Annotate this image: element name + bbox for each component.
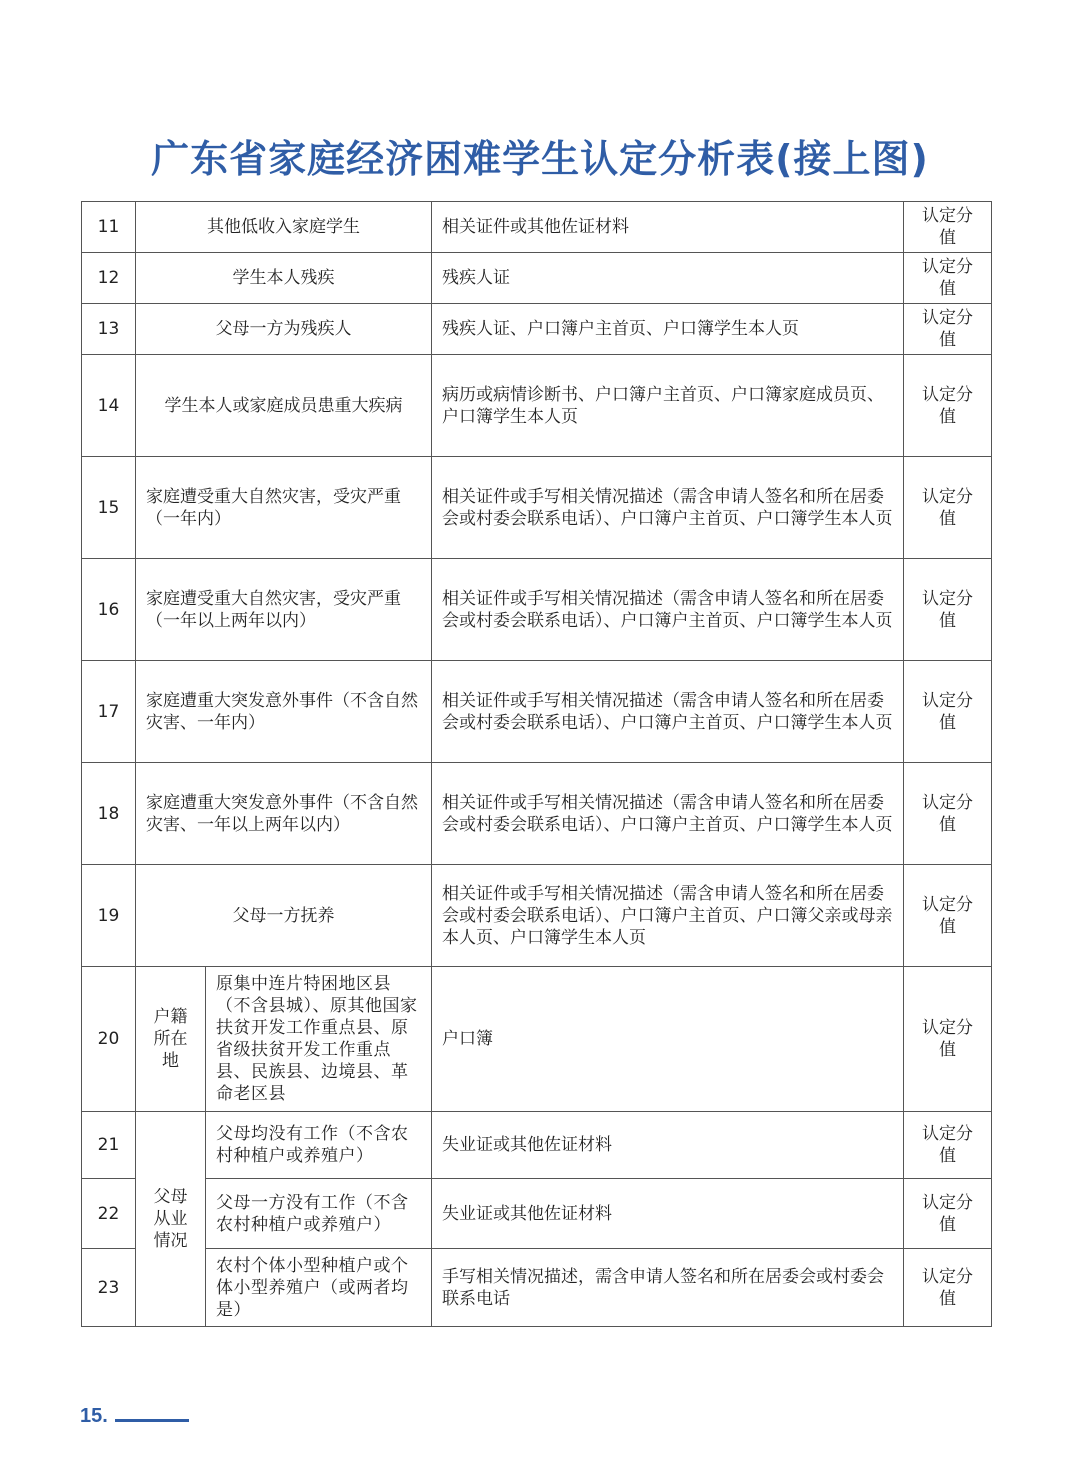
page-number-underline	[115, 1419, 189, 1422]
table-row	[82, 967, 992, 1112]
row-number: 21	[82, 1112, 136, 1179]
row-material: 相关证件或手写相关情况描述（需含申请人签名和所在居委会或村委会联系电话）、户口簿户主首页、户口簿学生本人页	[432, 661, 904, 763]
row-material: 相关证件或手写相关情况描述（需含申请人签名和所在居委会或村委会联系电话）、户口簿户主首页、户口簿学生本人页	[432, 763, 904, 865]
row-material: 残疾人证	[432, 253, 904, 304]
table-row	[82, 304, 992, 355]
row-item: 学生本人或家庭成员患重大疾病	[136, 355, 432, 457]
table-row	[82, 355, 992, 457]
row-number: 18	[82, 763, 136, 865]
row-value: 认定分值	[904, 865, 992, 967]
row-item: 父母一方为残疾人	[136, 304, 432, 355]
table-row	[82, 1249, 992, 1327]
row-number: 14	[82, 355, 136, 457]
row-number: 22	[82, 1179, 136, 1249]
row-value: 认定分值	[904, 661, 992, 763]
row-number: 13	[82, 304, 136, 355]
row-item: 农村个体小型种植户或个体小型养殖户（或两者均是）	[206, 1249, 432, 1327]
table-row	[82, 559, 992, 661]
row-value: 认定分值	[904, 967, 992, 1112]
row-number: 20	[82, 967, 136, 1112]
row-number: 12	[82, 253, 136, 304]
row-item: 家庭遭受重大自然灾害，受灾严重（一年以上两年以内）	[136, 559, 432, 661]
row-value: 认定分值	[904, 1112, 992, 1179]
group-label-huji: 户籍所在地	[136, 967, 206, 1112]
page-number: 15.	[80, 1405, 108, 1427]
row-value: 认定分值	[904, 304, 992, 355]
table-row	[82, 457, 992, 559]
table-row	[82, 763, 992, 865]
row-material: 相关证件或手写相关情况描述（需含申请人签名和所在居委会或村委会联系电话）、户口簿户主首页、户口簿父亲或母亲本人页、户口簿学生本人页	[432, 865, 904, 967]
row-material: 手写相关情况描述，需含申请人签名和所在居委会或村委会联系电话	[432, 1249, 904, 1327]
row-item: 父母均没有工作（不含农村种植户或养殖户）	[206, 1112, 432, 1179]
row-material: 残疾人证、户口簿户主首页、户口簿学生本人页	[432, 304, 904, 355]
row-value: 认定分值	[904, 457, 992, 559]
row-value: 认定分值	[904, 253, 992, 304]
row-number: 19	[82, 865, 136, 967]
row-material: 相关证件或手写相关情况描述（需含申请人签名和所在居委会或村委会联系电话）、户口簿户主首页、户口簿学生本人页	[432, 457, 904, 559]
row-item: 父母一方抚养	[136, 865, 432, 967]
row-value: 认定分值	[904, 355, 992, 457]
table-row	[82, 661, 992, 763]
row-material: 失业证或其他佐证材料	[432, 1179, 904, 1249]
row-material: 失业证或其他佐证材料	[432, 1112, 904, 1179]
group-label-job: 父母从业情况	[136, 1112, 206, 1327]
row-number: 11	[82, 202, 136, 253]
row-item: 家庭遭重大突发意外事件（不含自然灾害、一年以上两年以内）	[136, 763, 432, 865]
row-material: 户口簿	[432, 967, 904, 1112]
criteria-table	[81, 201, 992, 1327]
row-item: 家庭遭受重大自然灾害，受灾严重（一年内）	[136, 457, 432, 559]
table-row	[82, 253, 992, 304]
row-material: 相关证件或手写相关情况描述（需含申请人签名和所在居委会或村委会联系电话）、户口簿户主首页、户口簿学生本人页	[432, 559, 904, 661]
row-number: 16	[82, 559, 136, 661]
table-row	[82, 202, 992, 253]
table-row	[82, 1179, 992, 1249]
row-item: 学生本人残疾	[136, 253, 432, 304]
row-material: 相关证件或其他佐证材料	[432, 202, 904, 253]
row-value: 认定分值	[904, 559, 992, 661]
row-item: 其他低收入家庭学生	[136, 202, 432, 253]
page-title: 广东省家庭经济困难学生认定分析表(接上图)	[151, 137, 929, 181]
row-value: 认定分值	[904, 1179, 992, 1249]
row-item: 原集中连片特困地区县（不含县城）、原其他国家扶贫开发工作重点县、原省级扶贫开发工作重点县、民族县、边境县、革命老区县	[206, 967, 432, 1112]
row-number: 15	[82, 457, 136, 559]
row-item: 父母一方没有工作（不含农村种植户或养殖户）	[206, 1179, 432, 1249]
row-item: 家庭遭重大突发意外事件（不含自然灾害、一年内）	[136, 661, 432, 763]
row-value: 认定分值	[904, 763, 992, 865]
row-value: 认定分值	[904, 202, 992, 253]
row-value: 认定分值	[904, 1249, 992, 1327]
row-number: 17	[82, 661, 136, 763]
row-material: 病历或病情诊断书、户口簿户主首页、户口簿家庭成员页、户口簿学生本人页	[432, 355, 904, 457]
table-row	[82, 865, 992, 967]
table-row	[82, 1112, 992, 1179]
row-number: 23	[82, 1249, 136, 1327]
